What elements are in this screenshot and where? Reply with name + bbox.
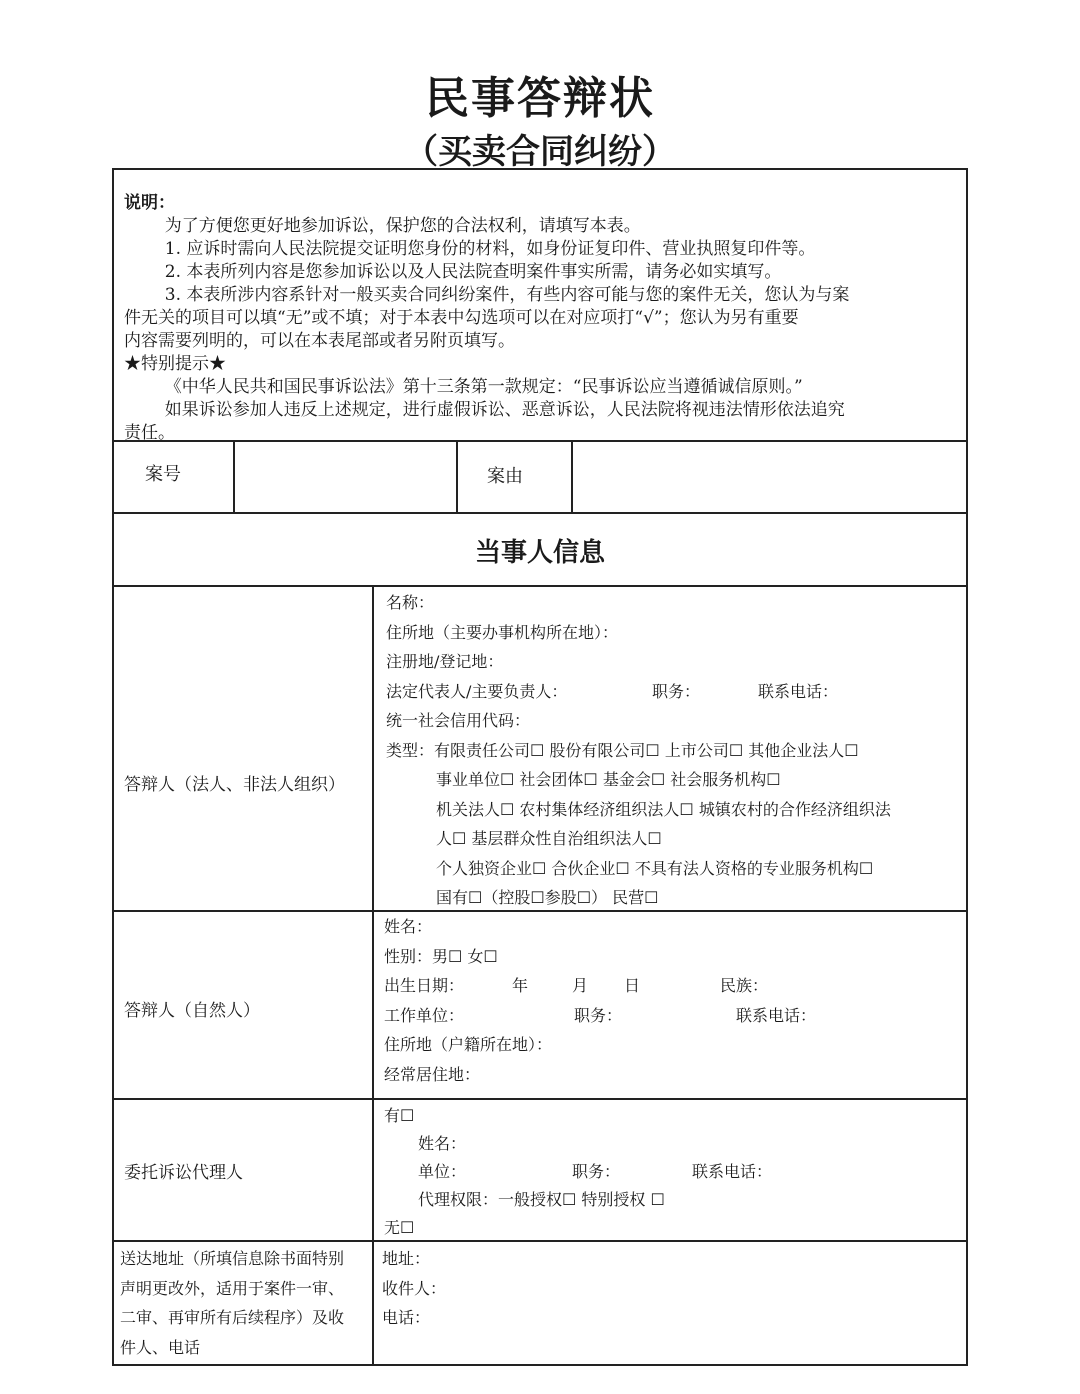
employer-row [384, 1001, 816, 1031]
service-label [120, 1244, 344, 1362]
agent-fields [384, 1102, 772, 1242]
person-position-field[interactable]: 职务： [574, 1005, 623, 1025]
divider [571, 440, 573, 512]
agent-authority-options[interactable]: 代理权限：一般授权☐ 特别授权 ☐ [418, 1190, 665, 1209]
natural-person-fields [384, 912, 816, 1089]
divider [112, 585, 968, 587]
credit-code-field[interactable]: 统一社会信用代码： [386, 711, 531, 730]
instruction-item-1: 1. 应诉时需向人民法院提交证明您身份的材料，如身份证复印件、营业执照复印件等。 [164, 239, 816, 259]
org-type-options[interactable]: 类型：有限责任公司☐ 股份有限公司☐ 上市公司☐ 其他企业法人☐ [386, 740, 859, 760]
registered-place-field[interactable]: 注册地/登记地： [386, 652, 504, 671]
rep-position-field[interactable]: 职务： [652, 681, 701, 701]
agent-unit-field[interactable]: 单位： [418, 1162, 467, 1181]
service-phone-field[interactable]: 电话： [382, 1308, 431, 1327]
instructions-heading: 说明： [124, 193, 175, 213]
ownership-options[interactable]: 国有☐（控股☐参股☐） 民营☐ [436, 888, 659, 907]
service-fields [382, 1244, 446, 1333]
rep-phone-field[interactable]: 联系电话： [758, 681, 839, 701]
birth-year-label: 年 [512, 976, 529, 995]
instructions-intro: 为了方便您更好地参加诉讼，保护您的合法权利，请填写本表。 [164, 216, 641, 236]
agent-none-checkbox[interactable]: 无☐ [384, 1218, 415, 1237]
instruction-item-3-cont: 件无关的项目可以填“无”或不填；对于本表中勾选项可以在对应项打“√”；您认为另有重要 [124, 308, 799, 328]
divider [372, 585, 374, 1366]
party-info-title: 当事人信息 [474, 538, 605, 568]
service-label-line: 件人、电话 [120, 1337, 201, 1357]
service-label-line: 送达地址（所填信息除书面特别 [120, 1249, 345, 1268]
org-address-field[interactable]: 住所地（主要办事机构所在地）： [386, 622, 619, 642]
legal-person-label: 答辩人（法人、非法人组织） [124, 775, 345, 795]
gender-options[interactable]: 性别：男☐ 女☐ [384, 946, 498, 966]
divider [112, 512, 968, 514]
legal-person-fields [386, 588, 891, 913]
instruction-item-2: 2. 本表所列内容是您参加诉讼以及人民法院查明案件事实所需，请务必如实填写。 [164, 262, 782, 282]
org-type-options[interactable]: 事业单位☐ 社会团体☐ 基金会☐ 社会服务机构☐ [436, 770, 781, 789]
residence-field[interactable]: 经常居住地： [384, 1064, 481, 1084]
service-address-field[interactable]: 地址： [382, 1249, 431, 1268]
document-title: 民事答辩状 [425, 73, 655, 124]
case-number-label: 案号 [145, 464, 181, 485]
agent-label: 委托诉讼代理人 [124, 1163, 243, 1183]
agent-phone-field[interactable]: 联系电话： [692, 1162, 773, 1181]
agent-position-field[interactable]: 职务： [572, 1162, 621, 1181]
org-type-options[interactable]: 机关法人☐ 农村集体经济组织法人☐ 城镇农村的合作经济组织法 [436, 799, 891, 819]
ethnicity-field[interactable]: 民族： [720, 976, 769, 995]
agent-has-checkbox[interactable]: 有☐ [384, 1106, 415, 1125]
divider [456, 440, 458, 512]
natural-person-label: 答辩人（自然人） [124, 1001, 260, 1021]
person-phone-field[interactable]: 联系电话： [736, 1005, 817, 1025]
instructions [124, 192, 960, 445]
warning-text: 如果诉讼参加人违反上述规定，进行虚假诉讼、恶意诉讼，人民法院将视违法情形依法追究 [164, 400, 845, 420]
agent-unit-row [384, 1158, 772, 1186]
divider [233, 440, 235, 512]
service-label-line: 二审、再审所有后续程序）及收 [120, 1308, 345, 1327]
recipient-field[interactable]: 收件人： [382, 1278, 447, 1298]
birth-day-label: 日 [624, 976, 641, 995]
special-notice-heading: ★特别提示★ [124, 354, 226, 374]
agent-name-field[interactable]: 姓名： [418, 1134, 467, 1153]
case-cause-label: 案由 [487, 466, 523, 487]
employer-field[interactable]: 工作单位： [384, 1005, 465, 1025]
birth-month-label: 月 [572, 976, 589, 995]
birth-date-field[interactable]: 出生日期： [384, 976, 465, 995]
org-name-field[interactable]: 名称： [386, 593, 435, 612]
law-quote: 《中华人民共和国民事诉讼法》第十三条第一款规定：“民事诉讼应当遵循诚信原则。” [164, 377, 803, 397]
divider [112, 1098, 968, 1100]
case-cause-field[interactable] [574, 443, 964, 510]
legal-rep-field[interactable]: 法定代表人/主要负责人： [386, 681, 568, 701]
document-subtitle: （买卖合同纠纷） [404, 132, 676, 172]
person-name-field[interactable]: 姓名： [384, 917, 433, 936]
instruction-item-3-cont: 内容需要列明的，可以在本表尾部或者另附页填写。 [124, 331, 515, 351]
instruction-item-3: 3. 本表所涉内容系针对一般买卖合同纠纷案件，有些内容可能与您的案件无关，您认为与案 [164, 285, 850, 305]
org-type-options[interactable]: 人☐ 基层群众性自治组织法人☐ [436, 829, 662, 848]
org-type-options[interactable]: 个人独资企业☐ 合伙企业☐ 不具有法人资格的专业服务机构☐ [436, 858, 874, 878]
service-label-line: 声明更改外，适用于案件一审、 [120, 1278, 345, 1298]
legal-rep-row [386, 677, 891, 707]
domicile-field[interactable]: 住所地（户籍所在地）： [384, 1035, 553, 1054]
case-number-field[interactable] [236, 443, 454, 510]
warning-text-cont: 责任。 [124, 423, 175, 443]
birth-row [384, 971, 816, 1001]
